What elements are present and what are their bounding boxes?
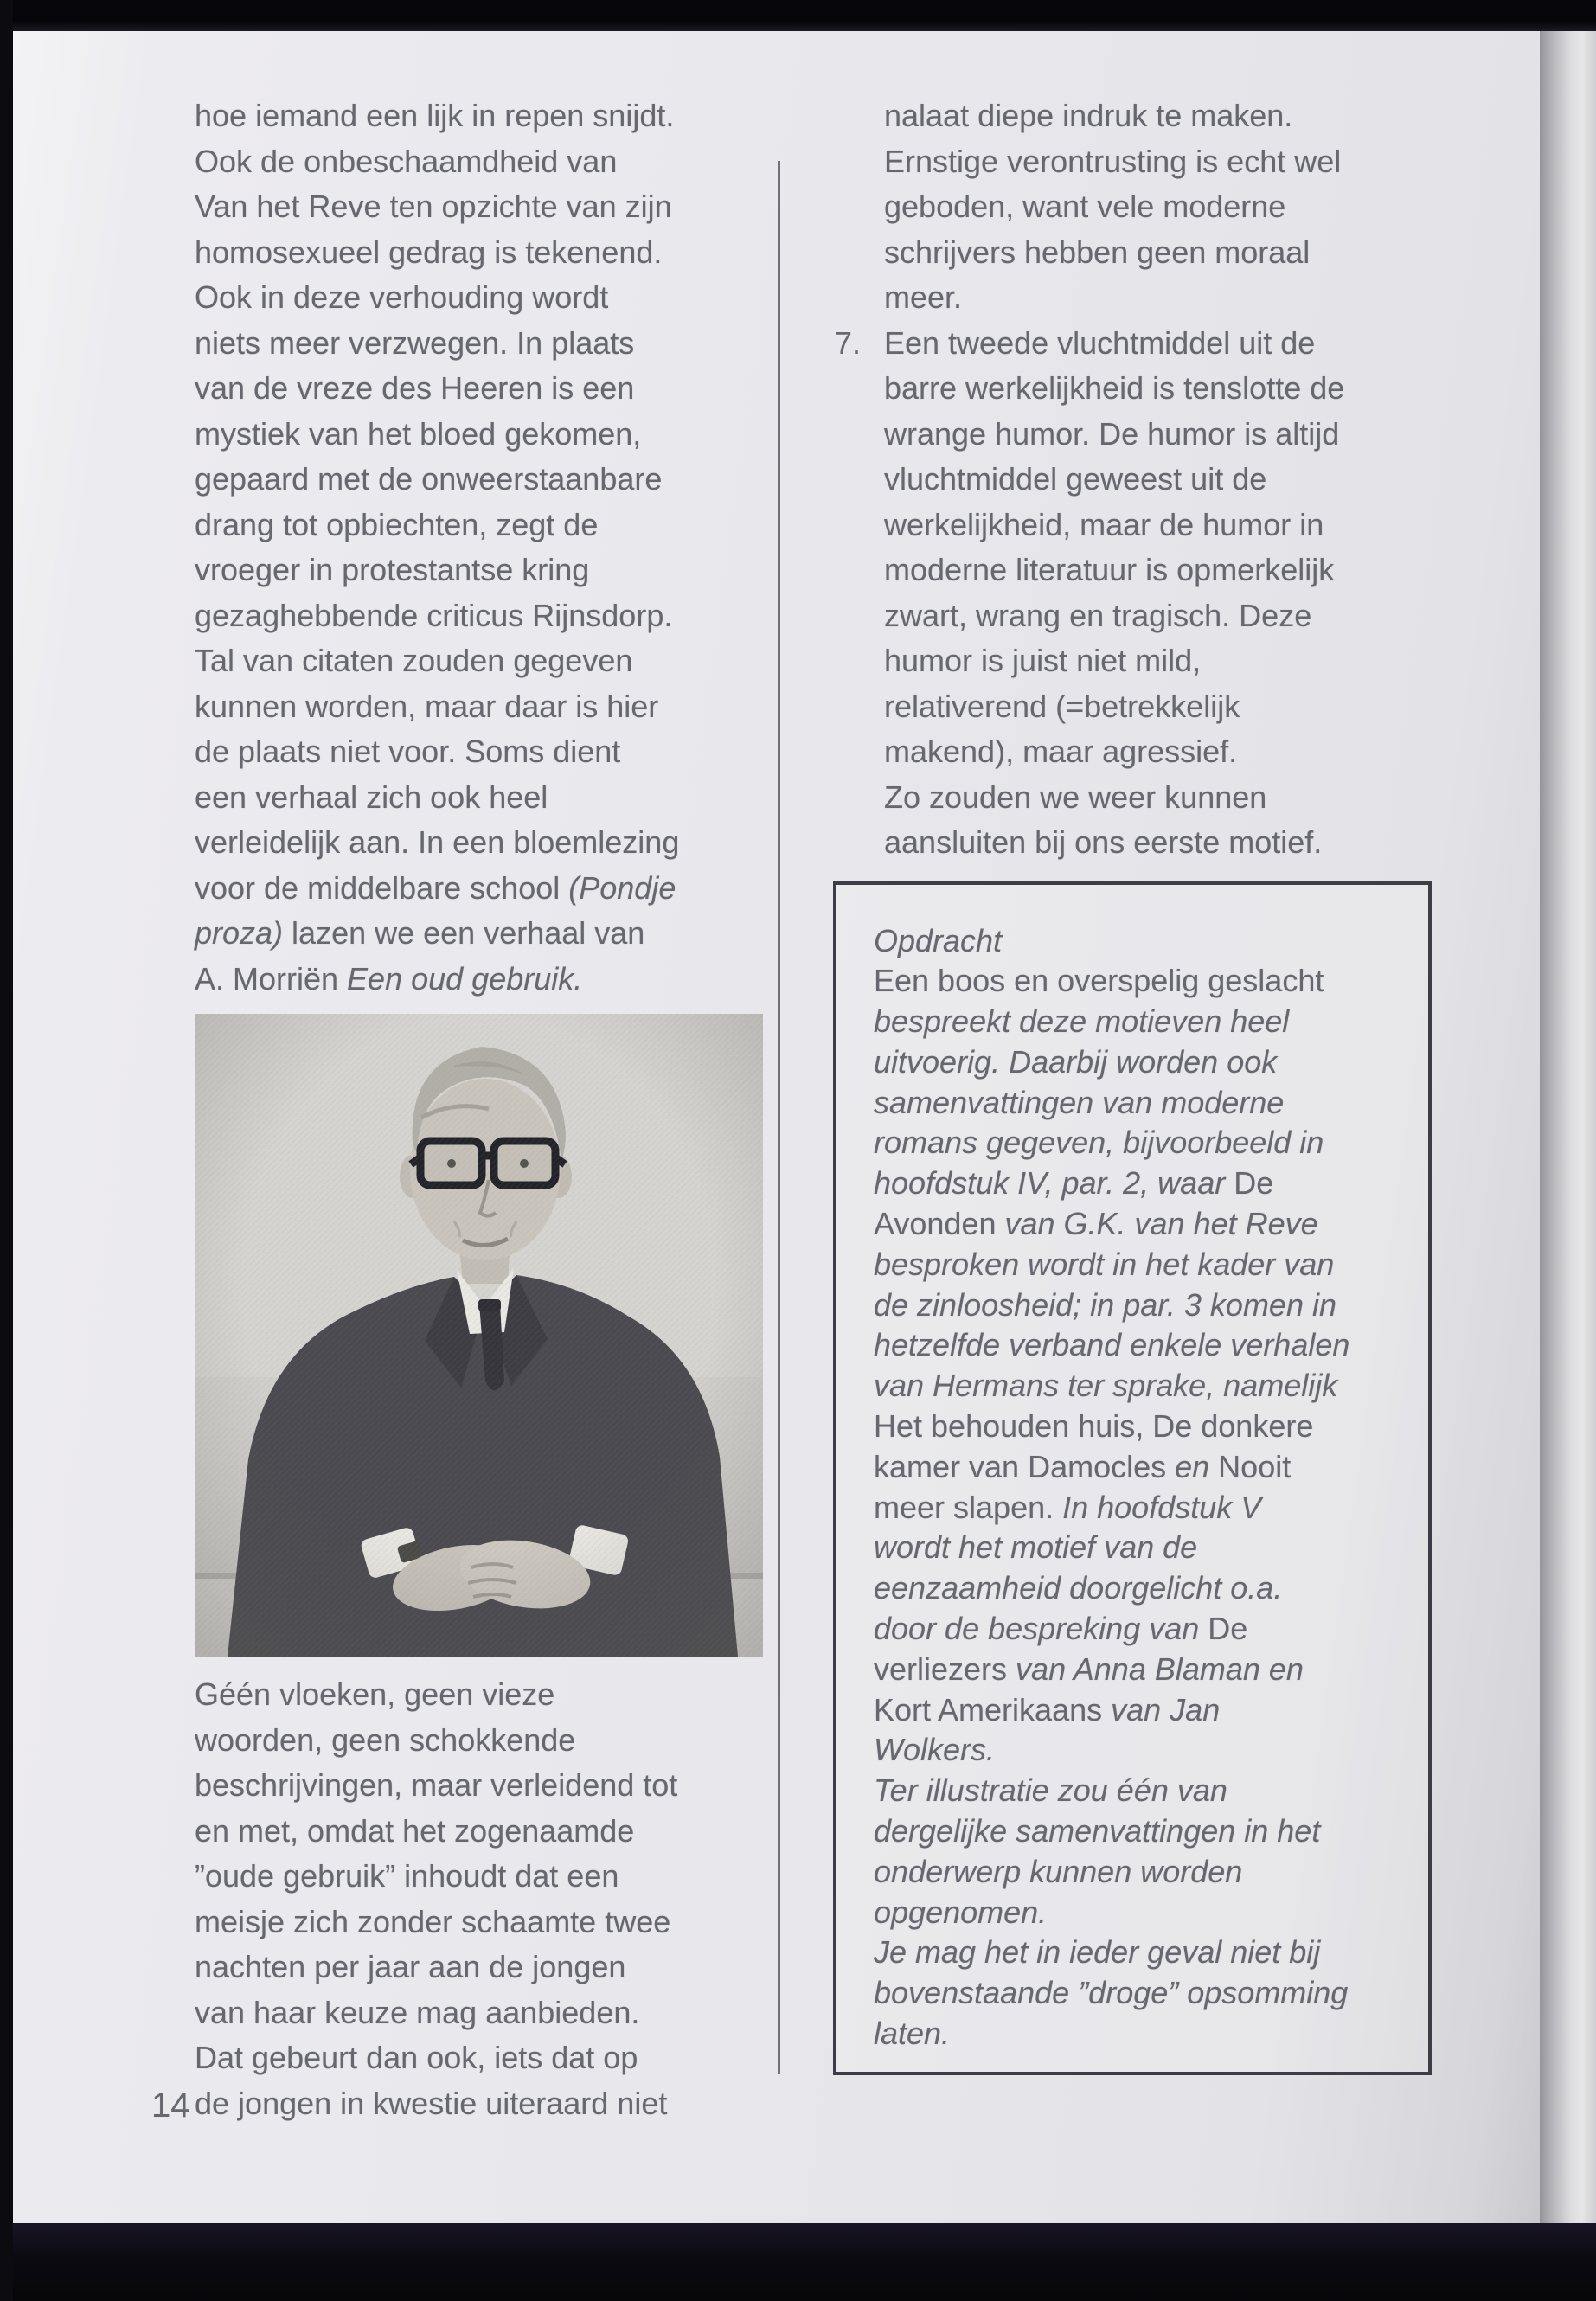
text-line: gezaghebbende criticus Rijnsdorp.	[195, 597, 673, 633]
text-line: laten.	[874, 2016, 951, 2052]
text-line: woorden, geen schokkende	[195, 1721, 576, 1758]
text-line: van de vreze des Heeren is een	[195, 370, 635, 406]
text-line: eenzaamheid doorgelicht o.a.	[874, 1570, 1283, 1606]
portrait-photo	[195, 1014, 763, 1657]
text-line: wrange humor. De humor is altijd	[884, 415, 1340, 452]
list-item-7-number: 7.	[835, 324, 862, 361]
text-line: Een boos en overspelig geslacht	[874, 963, 1324, 999]
page-stack-right-edge	[1540, 31, 1596, 2223]
text-line: besproken wordt in het kader van	[874, 1246, 1335, 1282]
text-line: dergelijke samenvattingen in het	[874, 1813, 1321, 1849]
text-line: vroeger in protestantse kring	[195, 552, 590, 587]
text-line: de zinloosheid; in par. 3 komen in	[874, 1286, 1336, 1323]
text-line: mystiek van het bloed gekomen,	[195, 415, 642, 452]
column-divider	[778, 161, 780, 2074]
text-line: Ernstige verontrusting is echt wel	[884, 143, 1342, 179]
text-line: en met, omdat het zogenaamde	[195, 1812, 635, 1849]
text-line: Zo zouden we weer kunnen	[884, 779, 1267, 815]
text-line: niets meer verzwegen. In plaats	[195, 324, 635, 361]
text-line: de plaats niet voor. Soms dient	[195, 734, 621, 769]
text-line: nachten per jaar aan de jongen	[195, 1949, 626, 1984]
opdracht-box	[833, 881, 1432, 2075]
text-line: de jongen in kwestie uiteraard niet	[195, 2085, 668, 2121]
text-line: romans gegeven, bijvoorbeeld in	[874, 1125, 1324, 1161]
list-item-7	[835, 321, 1447, 866]
text-line: Ook de onbeschaamdheid van	[195, 143, 618, 179]
text-line: meer slapen. In hoofdstuk V	[874, 1489, 1262, 1525]
left-paragraph-1	[195, 93, 776, 1002]
text-line: proza) lazen we een verhaal van	[195, 915, 645, 951]
text-line: van haar keuze mag aanbieden.	[195, 1994, 640, 2030]
text-line: aansluiten bij ons eerste motief.	[884, 824, 1323, 860]
page-number: 14	[151, 2086, 190, 2125]
text-line: beschrijvingen, maar verleidend tot	[195, 1767, 678, 1803]
text-line: Een tweede vluchtmiddel uit de	[884, 324, 1316, 361]
text-line: kunnen worden, maar daar is hier	[195, 688, 659, 724]
text-line: wordt het motief van de	[874, 1529, 1198, 1566]
text-line: meer.	[884, 279, 963, 315]
text-line: Je mag het in ieder geval niet bij	[874, 1934, 1321, 1971]
text-line: barre werkelijkheid is tenslotte de	[884, 370, 1345, 406]
opdracht-box-text	[874, 921, 1407, 2054]
text-line: nalaat diepe indruk te maken.	[884, 98, 1293, 133]
text-line: hoe iemand een lijk in repen snijdt.	[195, 98, 675, 133]
text-line: ”oude gebruik” inhoudt dat een	[195, 1858, 619, 1894]
text-line: een verhaal zich ook heel	[195, 779, 548, 815]
text-line: zwart, wrang en tragisch. Deze	[884, 597, 1312, 633]
text-line: gepaard met de onweerstaanbare	[195, 461, 663, 497]
left-paragraph-2	[195, 1672, 776, 2126]
text-line: van Hermans ter sprake, namelijk	[874, 1368, 1338, 1404]
text-line: onderwerp kunnen worden	[874, 1853, 1243, 1889]
left-column	[195, 93, 776, 2126]
right-column	[835, 93, 1447, 2075]
text-line: werkelijkheid, maar de humor in	[884, 506, 1324, 542]
page	[13, 31, 1540, 2223]
text-line: voor de middelbare school (Pondje	[195, 869, 676, 906]
text-line: homosexueel gedrag is tekenend.	[195, 234, 663, 270]
text-line: geboden, want vele moderne	[884, 189, 1286, 224]
text-line: drang tot opbiechten, zegt de	[195, 506, 599, 542]
text-line: makend), maar agressief.	[884, 734, 1238, 769]
text-line: verliezers van Anna Blaman en	[874, 1650, 1304, 1687]
text-line: Van het Reve ten opzichte van zijn	[195, 189, 672, 224]
list-item-7-text	[884, 321, 1447, 866]
text-line: kamer van Damocles en Nooit	[874, 1448, 1292, 1484]
text-line: vluchtmiddel geweest uit de	[884, 461, 1267, 497]
list-item-6-continuation	[884, 93, 1447, 321]
text-line: A. Morriën Een oud gebruik.	[195, 960, 583, 997]
text-line: Wolkers.	[874, 1732, 996, 1768]
text-line: opgenomen.	[874, 1894, 1048, 1930]
text-line: Ook in deze verhouding wordt	[195, 279, 609, 315]
text-line: Ter illustratie zou één van	[874, 1772, 1227, 1809]
book-cover-top-edge	[0, 0, 1596, 31]
text-line: verleidelijk aan. In een bloemlezing	[195, 824, 680, 860]
text-line: moderne literatuur is opmerkelijk	[884, 552, 1335, 587]
text-line: samenvattingen van moderne	[874, 1084, 1285, 1120]
text-line: Opdracht	[874, 922, 1003, 958]
text-line: Géén vloeken, geen vieze	[195, 1676, 555, 1712]
text-line: bespreekt deze motieven heel	[874, 1003, 1290, 1040]
text-line: relativerend (=betrekkelijk	[884, 688, 1240, 724]
text-line: meisje zich zonder schaamte twee	[195, 1903, 671, 1939]
text-line: hoofdstuk IV, par. 2, waar De	[874, 1165, 1274, 1202]
text-line: Dat gebeurt dan ook, iets dat op	[195, 2040, 638, 2075]
text-line: hetzelfde verband enkele verhalen	[874, 1327, 1350, 1363]
text-line: door de bespreking van De	[874, 1611, 1248, 1647]
text-line: bovenstaande ”droge” opsomming	[874, 1975, 1349, 2011]
text-line: Avonden van G.K. van het Reve	[874, 1206, 1318, 1242]
book-cover-left-edge	[0, 0, 13, 2301]
text-line: schrijvers hebben geen moraal	[884, 234, 1311, 270]
book-cover-bottom-edge	[0, 2223, 1596, 2301]
text-line: uitvoerig. Daarbij worden ook	[874, 1043, 1278, 1080]
text-line: humor is juist niet mild,	[884, 643, 1202, 678]
text-line: Kort Amerikaans van Jan	[874, 1691, 1221, 1727]
text-line: Het behouden huis, De donkere	[874, 1408, 1314, 1445]
text-line: Tal van citaten zouden gegeven	[195, 643, 633, 678]
